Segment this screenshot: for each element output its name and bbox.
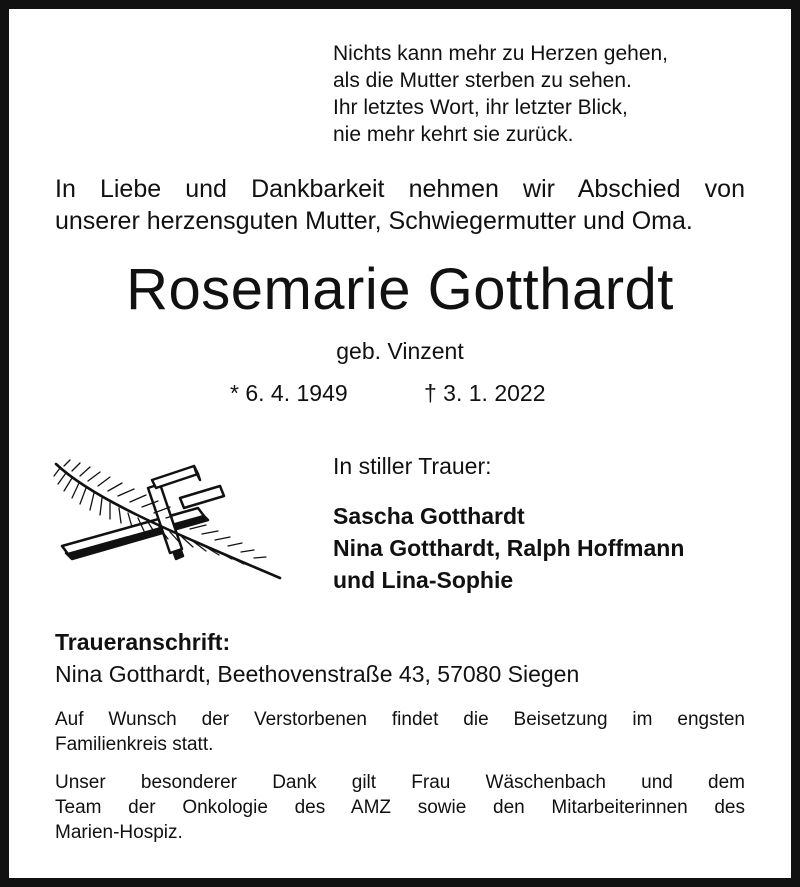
note-line: Team der Onkologie des AMZ sowie den Mitarbeiterinnen des — [55, 797, 745, 818]
mourners-heading: In stiller Trauer: — [333, 453, 492, 479]
poem-line: nie mehr kehrt sie zurück. — [333, 123, 574, 146]
mourner-name: Sascha Gotthardt — [333, 503, 525, 529]
mourners-list — [333, 500, 684, 596]
intro-line: unserer herzensguten Mutter, Schwiegermutter und Oma. — [55, 207, 693, 235]
poem — [333, 40, 753, 148]
note-line: Unser besonderer Dank gilt Frau Wäschenbach und dem — [55, 772, 745, 793]
birth-date: * 6. 4. 1949 — [230, 380, 348, 406]
thanks-note — [55, 770, 745, 845]
death-date: † 3. 1. 2022 — [424, 380, 546, 406]
address-label: Traueranschrift: — [55, 629, 231, 655]
poem-line: als die Mutter sterben zu sehen. — [333, 69, 632, 92]
birth-name: geb. Vinzent — [336, 338, 464, 364]
note-line: Marien-Hospiz. — [55, 822, 183, 843]
intro-line: In Liebe und Dankbarkeit nehmen wir Abschied von — [55, 175, 745, 203]
mourner-name: Nina Gotthardt, Ralph Hoffmann — [333, 535, 685, 561]
intro-text — [55, 173, 745, 237]
deceased-name: Rosemarie Gotthardt — [126, 257, 674, 322]
note-line: Familienkreis statt. — [55, 734, 214, 755]
mourner-name: und Lina-Sophie — [333, 567, 514, 593]
note-line: Auf Wunsch der Verstorbenen findet die Beisetzung im engsten — [55, 709, 745, 730]
cross-with-feather-icon — [52, 458, 284, 584]
mourning-address: Nina Gotthardt, Beethovenstraße 43, 57080 Siegen — [55, 661, 580, 687]
poem-line: Ihr letztes Wort, ihr letzter Blick, — [333, 96, 628, 119]
poem-line: Nichts kann mehr zu Herzen gehen, — [333, 42, 669, 65]
burial-note — [55, 707, 745, 757]
